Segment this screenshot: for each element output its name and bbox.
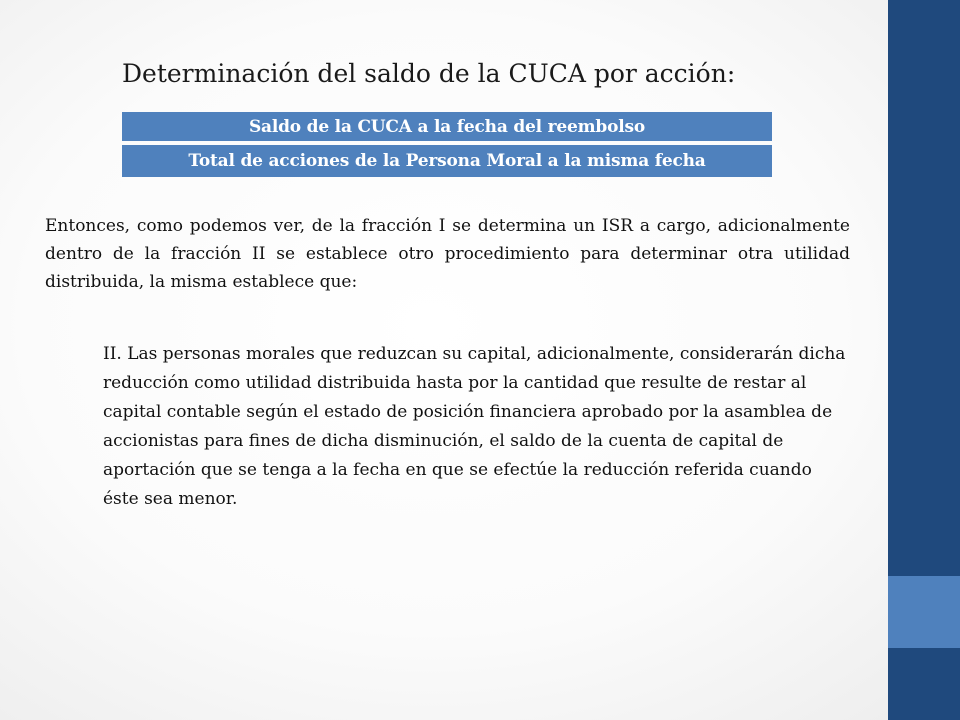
formula-numerator-box: Saldo de la CUCA a la fecha del reembolso: [122, 112, 772, 141]
law-quote: II. Las personas morales que reduzcan su capital, adicionalmente, considerarán dicha reducción como utilidad distribuida hasta por la cantidad que resulte de restar al capital contable según el estado de posición financiera aprobado por la asamblea de accionistas para fines de dicha disminución, el saldo de la cuenta de capital de aportación que se tenga a la fecha en que se efectúe la reducción referida cuando éste sea menor.: [103, 344, 846, 509]
body-paragraph: Entonces, como podemos ver, de la fracción I se determina un ISR a cargo, adicionalmente dentro de la fracción II se establece otro procedimiento para determinar otra utilidad distribuida, la misma establece que:: [45, 216, 850, 292]
slide-title: Determinación del saldo de la CUCA por acción:: [122, 59, 736, 88]
decorative-side-accent: [888, 576, 960, 648]
formula-denominator-box: Total de acciones de la Persona Moral a la misma fecha: [122, 145, 772, 177]
